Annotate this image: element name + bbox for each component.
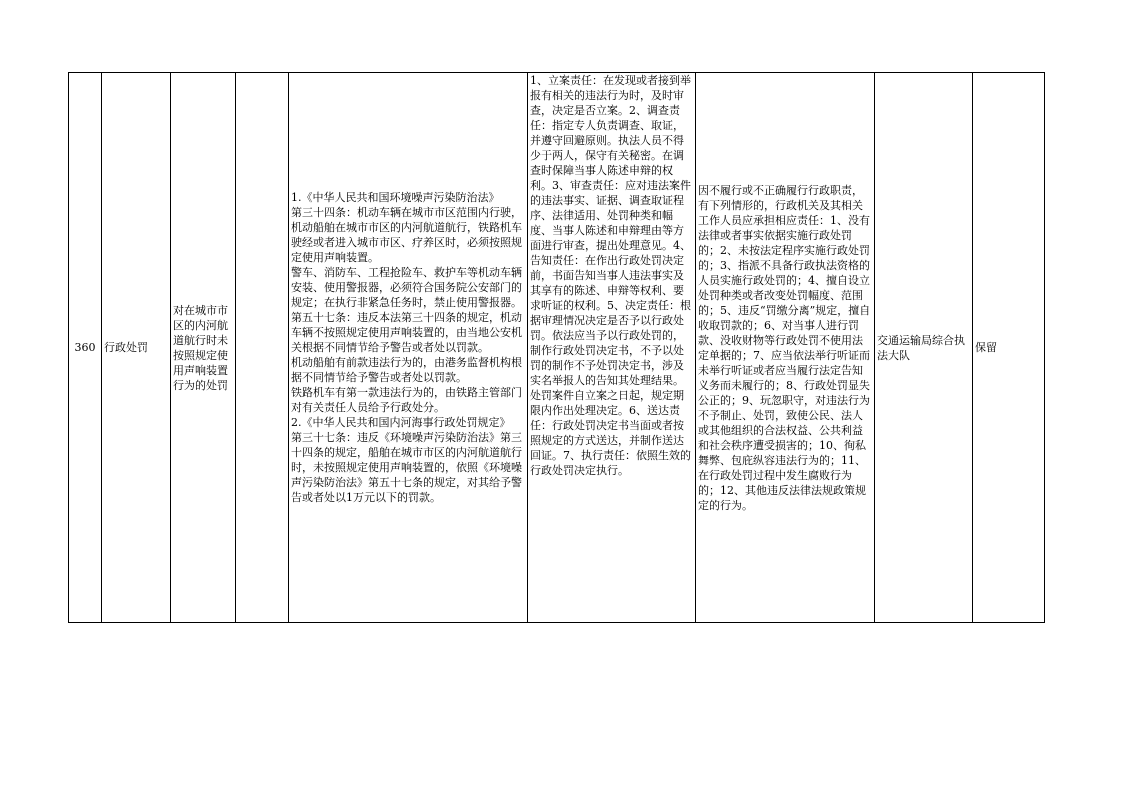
sub-item-cell bbox=[236, 73, 289, 623]
legal-basis-line: 1.《中华人民共和国环境噪声污染防治法》 bbox=[291, 191, 500, 204]
responsibility-text: 1、立案责任：在发现或者接到举报有相关的违法行为时，及时审查，决定是否立案。2、调查责任：指定专人负责调查、取证，并遵守回避原则。执法人员不得少于两人，保守有关秘密。在调查时保障当事人陈述申辩的权利。3、审查责任：应对违法案件的违法事实、证据、调查取证程序、法律适用、处罚种类和幅度、当事人陈述和申辩理由等方面进行审查，提出处理意见。4、告知责任：在作出行政处罚决定前，书面告知当事人违法事实及其享有的陈述、申辩等权利、要求听证的权利。5、决定责任：根据审理情况决定是否予以行政处罚。依法应当予以行政处罚的，制作行政处罚决定书，不予以处罚的制作不予处罚决定书，涉及实名举报人的告知其处理结果。处罚案件自立案之日起，规定期限内作出处理决定。6、送达责任：行政处罚决定书当面或者按照规定的方式送达，并制作送达回证。7、执行责任：依照生效的行政处罚决定执行。 bbox=[530, 74, 691, 477]
remark-cell: 保留 bbox=[973, 73, 1045, 623]
category-cell: 行政处罚 bbox=[102, 73, 171, 623]
legal-basis-line: 第五十七条：违反本法第三十四条的规定，机动车辆不按照规定使用声响装置的，由当地公安机关根据不同情节给予警告或者处以罚款。 bbox=[291, 311, 522, 354]
legal-basis-line: 机动船舶有前款违法行为的，由港务监督机构根据不同情节给予警告或者处以罚款。 bbox=[291, 356, 522, 384]
accountability-cell: 因不履行或不正确履行行政职责，有下列情形的，行政机关及其相关工作人员应承担相应责任：1、没有法律或者事实依据实施行政处罚的；2、未按法定程序实施行政处罚的；3、指派不具备行政执法资格的人员实施行政处罚的；4、擅自设立处罚种类或者改变处罚幅度、范围的；5、违反“罚缴分离”规定，擅自收取罚款的；6、对当事人进行罚款、没收财物等行政处罚不使用法定单据的；7、应当依法举行听证而未举行听证或者应当履行法定告知义务而未履行的；8、行政处罚显失公正的；9、玩忽职守，对违法行为不予制止、处罚，致使公民、法人或其他组织的合法权益、公共利益和社会秩序遭受损害的；10、徇私舞弊、包庇纵容违法行为的；11、在行政处罚过程中发生腐败行为的；12、其他违反法律法规政策规定的行为。 bbox=[696, 73, 875, 623]
department-cell: 交通运输局综合执法大队 bbox=[875, 73, 973, 623]
power-list-table bbox=[68, 72, 1045, 623]
responsibility-cell bbox=[528, 73, 696, 623]
item-name-cell: 对在城市市区的内河航道航行时未按照规定使用声响装置行为的处罚 bbox=[171, 73, 236, 623]
legal-basis-cell bbox=[289, 73, 528, 623]
legal-basis-line: 2.《中华人民共和国内河海事行政处罚规定》 bbox=[291, 416, 511, 429]
row-number-cell: 360 bbox=[69, 73, 102, 623]
legal-basis-line: 第三十四条：机动车辆在城市市区范围内行驶，机动船舶在城市市区的内河航道航行，铁路机车驶经或者进入城市市区、疗养区时，必须按照规定使用声响装置。 bbox=[291, 206, 522, 264]
legal-basis-line: 第三十七条：违反《环境噪声污染防治法》第三十四条的规定，船舶在城市市区的内河航道航行时，未按照规定使用声响装置的，依照《环境噪声污染防治法》第五十七条的规定，对其给予警告或者处以1万元以下的罚款。 bbox=[291, 431, 522, 504]
table-row bbox=[69, 73, 1045, 623]
legal-basis-line: 警车、消防车、工程抢险车、救护车等机动车辆安装、使用警报器，必须符合国务院公安部门的规定；在执行非紧急任务时，禁止使用警报器。 bbox=[291, 266, 522, 309]
legal-basis-line: 铁路机车有第一款违法行为的，由铁路主管部门对有关责任人员给予行政处分。 bbox=[291, 386, 522, 414]
